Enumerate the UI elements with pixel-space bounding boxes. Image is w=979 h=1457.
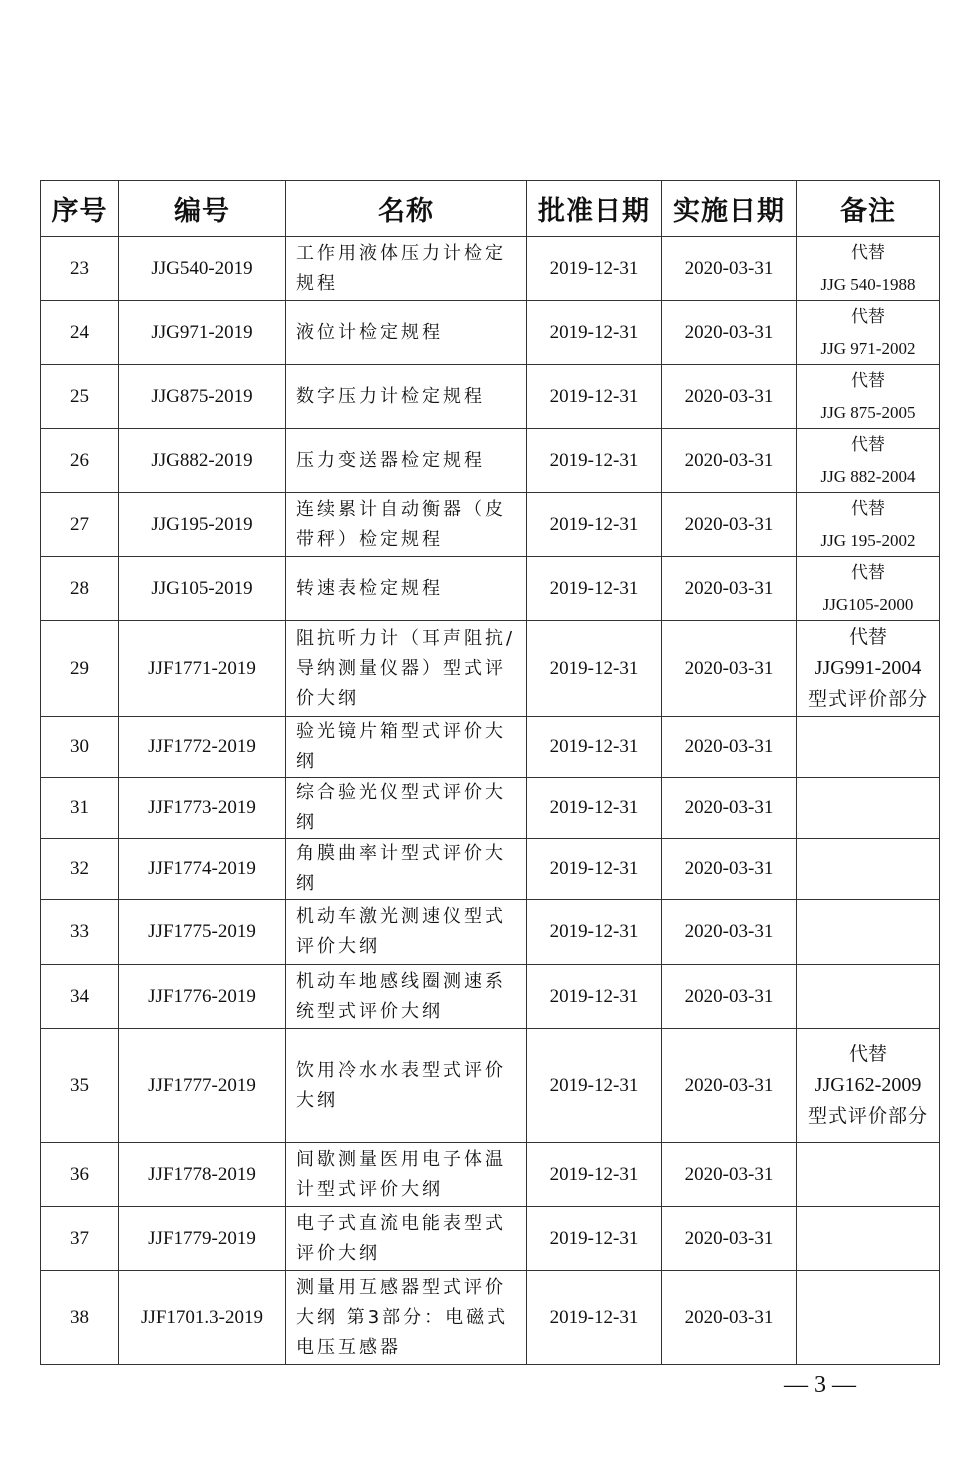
cell-code: JJG971-2019 — [119, 301, 286, 365]
cell-remark — [797, 1207, 940, 1271]
cell-name: 电子式直流电能表型式评价大纲 — [286, 1207, 527, 1271]
remark-remark-1: 代替 — [848, 1043, 887, 1065]
table-row — [41, 365, 940, 429]
header-approve-date: 批准日期 — [527, 181, 662, 237]
cell-implement-date: 2020-03-31 — [662, 557, 797, 621]
cell-remark — [797, 1143, 940, 1207]
cell-approve-date: 2019-12-31 — [527, 1143, 662, 1207]
cell-implement-date: 2020-03-31 — [662, 839, 797, 900]
table-row — [41, 900, 940, 965]
cell-name: 机动车地感线圈测速系统型式评价大纲 — [286, 965, 527, 1029]
cell-seq: 30 — [41, 717, 119, 778]
cell-seq: 23 — [41, 237, 119, 301]
cell-seq: 33 — [41, 900, 119, 965]
page-number: — 3 — — [784, 1372, 856, 1398]
cell-seq: 29 — [41, 621, 119, 717]
remark-remark-1: 代替 — [851, 242, 885, 263]
cell-name: 角膜曲率计型式评价大纲 — [286, 839, 527, 900]
cell-remark — [797, 965, 940, 1029]
cell-seq: 37 — [41, 1207, 119, 1271]
table-row — [41, 493, 940, 557]
remark-remark-1: 代替 — [851, 434, 885, 455]
cell-seq: 25 — [41, 365, 119, 429]
cell-remark — [797, 1271, 940, 1365]
cell-implement-date: 2020-03-31 — [662, 301, 797, 365]
cell-implement-date: 2020-03-31 — [662, 1029, 797, 1143]
cell-seq: 27 — [41, 493, 119, 557]
cell-seq: 34 — [41, 965, 119, 1029]
header-seq: 序号 — [41, 181, 119, 237]
remark-remark-1: 代替 — [851, 306, 885, 327]
table-row — [41, 965, 940, 1029]
table-row — [41, 301, 940, 365]
cell-code: JJF1774-2019 — [119, 839, 286, 900]
cell-name: 液位计检定规程 — [286, 301, 527, 365]
remark-remark-2: JJG 540-1988 — [820, 274, 916, 294]
table-row — [41, 1029, 940, 1143]
cell-seq: 26 — [41, 429, 119, 493]
cell-approve-date: 2019-12-31 — [527, 237, 662, 301]
cell-name: 间歇测量医用电子体温计型式评价大纲 — [286, 1143, 527, 1207]
table-row — [41, 237, 940, 301]
cell-code: JJF1778-2019 — [119, 1143, 286, 1207]
cell-implement-date: 2020-03-31 — [662, 1271, 797, 1365]
table-row — [41, 717, 940, 778]
cell-approve-date: 2019-12-31 — [527, 301, 662, 365]
header-row — [41, 181, 940, 237]
remark-remark-1: 代替 — [851, 498, 885, 519]
cell-code: JJF1772-2019 — [119, 717, 286, 778]
cell-code: JJF1775-2019 — [119, 900, 286, 965]
cell-remark — [797, 900, 940, 965]
table-row — [41, 1207, 940, 1271]
cell-implement-date: 2020-03-31 — [662, 237, 797, 301]
cell-remark — [797, 839, 940, 900]
table-row — [41, 1143, 940, 1207]
remark-remark-2: JJG991-2004 — [814, 657, 922, 679]
cell-seq: 28 — [41, 557, 119, 621]
cell-name: 连续累计自动衡器（皮带秤）检定规程 — [286, 493, 527, 557]
standards-table — [40, 180, 940, 1365]
remark-remark-1: 代替 — [848, 626, 887, 648]
cell-remark — [797, 493, 940, 557]
cell-name: 压力变送器检定规程 — [286, 429, 527, 493]
remark-remark-2: JJG162-2009 — [814, 1074, 922, 1096]
cell-remark — [797, 1029, 940, 1143]
cell-approve-date: 2019-12-31 — [527, 1029, 662, 1143]
header-name: 名称 — [286, 181, 527, 237]
cell-approve-date: 2019-12-31 — [527, 365, 662, 429]
table-row — [41, 1271, 940, 1365]
cell-seq: 38 — [41, 1271, 119, 1365]
table-row — [41, 778, 940, 839]
cell-seq: 35 — [41, 1029, 119, 1143]
cell-name: 饮用冷水水表型式评价大纲 — [286, 1029, 527, 1143]
cell-remark — [797, 557, 940, 621]
header-code: 编号 — [119, 181, 286, 237]
cell-implement-date: 2020-03-31 — [662, 1207, 797, 1271]
cell-implement-date: 2020-03-31 — [662, 1143, 797, 1207]
cell-approve-date: 2019-12-31 — [527, 717, 662, 778]
cell-code: JJF1776-2019 — [119, 965, 286, 1029]
cell-name: 测量用互感器型式评价大纲 第3部分：电磁式电压互感器 — [286, 1271, 527, 1365]
remark-remark-1: 代替 — [851, 370, 885, 391]
cell-implement-date: 2020-03-31 — [662, 900, 797, 965]
cell-remark — [797, 621, 940, 717]
remark-remark-3: 型式评价部分 — [807, 1105, 928, 1127]
table-row — [41, 429, 940, 493]
cell-implement-date: 2020-03-31 — [662, 621, 797, 717]
cell-approve-date: 2019-12-31 — [527, 1271, 662, 1365]
remark-remark-1: 代替 — [851, 562, 885, 583]
cell-name: 机动车激光测速仪型式评价大纲 — [286, 900, 527, 965]
remark-remark-3: 型式评价部分 — [807, 688, 928, 710]
remark-remark-2: JJG105-2000 — [822, 594, 914, 614]
cell-name: 转速表检定规程 — [286, 557, 527, 621]
table-row — [41, 839, 940, 900]
cell-code: JJG105-2019 — [119, 557, 286, 621]
cell-code: JJG540-2019 — [119, 237, 286, 301]
cell-code: JJG195-2019 — [119, 493, 286, 557]
cell-approve-date: 2019-12-31 — [527, 429, 662, 493]
cell-remark — [797, 301, 940, 365]
cell-remark — [797, 429, 940, 493]
cell-approve-date: 2019-12-31 — [527, 900, 662, 965]
cell-approve-date: 2019-12-31 — [527, 1207, 662, 1271]
cell-implement-date: 2020-03-31 — [662, 365, 797, 429]
cell-approve-date: 2019-12-31 — [527, 621, 662, 717]
cell-name: 阻抗听力计（耳声阻抗/导纳测量仪器）型式评价大纲 — [286, 621, 527, 717]
cell-code: JJF1777-2019 — [119, 1029, 286, 1143]
cell-remark — [797, 365, 940, 429]
remark-remark-2: JJG 195-2002 — [820, 530, 916, 550]
cell-code: JJF1771-2019 — [119, 621, 286, 717]
cell-implement-date: 2020-03-31 — [662, 965, 797, 1029]
cell-implement-date: 2020-03-31 — [662, 493, 797, 557]
cell-code: JJF1779-2019 — [119, 1207, 286, 1271]
cell-name: 验光镜片箱型式评价大纲 — [286, 717, 527, 778]
cell-remark — [797, 237, 940, 301]
remark-remark-2: JJG 971-2002 — [820, 338, 916, 358]
cell-seq: 36 — [41, 1143, 119, 1207]
cell-approve-date: 2019-12-31 — [527, 839, 662, 900]
cell-approve-date: 2019-12-31 — [527, 965, 662, 1029]
cell-implement-date: 2020-03-31 — [662, 429, 797, 493]
cell-name: 综合验光仪型式评价大纲 — [286, 778, 527, 839]
table-body — [41, 237, 940, 1365]
cell-name: 数字压力计检定规程 — [286, 365, 527, 429]
header-implement-date: 实施日期 — [662, 181, 797, 237]
cell-seq: 31 — [41, 778, 119, 839]
cell-code: JJG875-2019 — [119, 365, 286, 429]
remark-remark-2: JJG 875-2005 — [820, 402, 916, 422]
header-remark: 备注 — [797, 181, 940, 237]
cell-implement-date: 2020-03-31 — [662, 717, 797, 778]
cell-seq: 32 — [41, 839, 119, 900]
cell-code: JJG882-2019 — [119, 429, 286, 493]
cell-approve-date: 2019-12-31 — [527, 493, 662, 557]
cell-code: JJF1701.3-2019 — [119, 1271, 286, 1365]
cell-remark — [797, 778, 940, 839]
cell-remark — [797, 717, 940, 778]
remark-remark-2: JJG 882-2004 — [820, 466, 916, 486]
cell-approve-date: 2019-12-31 — [527, 778, 662, 839]
cell-implement-date: 2020-03-31 — [662, 778, 797, 839]
table-row — [41, 557, 940, 621]
cell-seq: 24 — [41, 301, 119, 365]
cell-approve-date: 2019-12-31 — [527, 557, 662, 621]
cell-code: JJF1773-2019 — [119, 778, 286, 839]
table-row — [41, 621, 940, 717]
cell-name: 工作用液体压力计检定规程 — [286, 237, 527, 301]
